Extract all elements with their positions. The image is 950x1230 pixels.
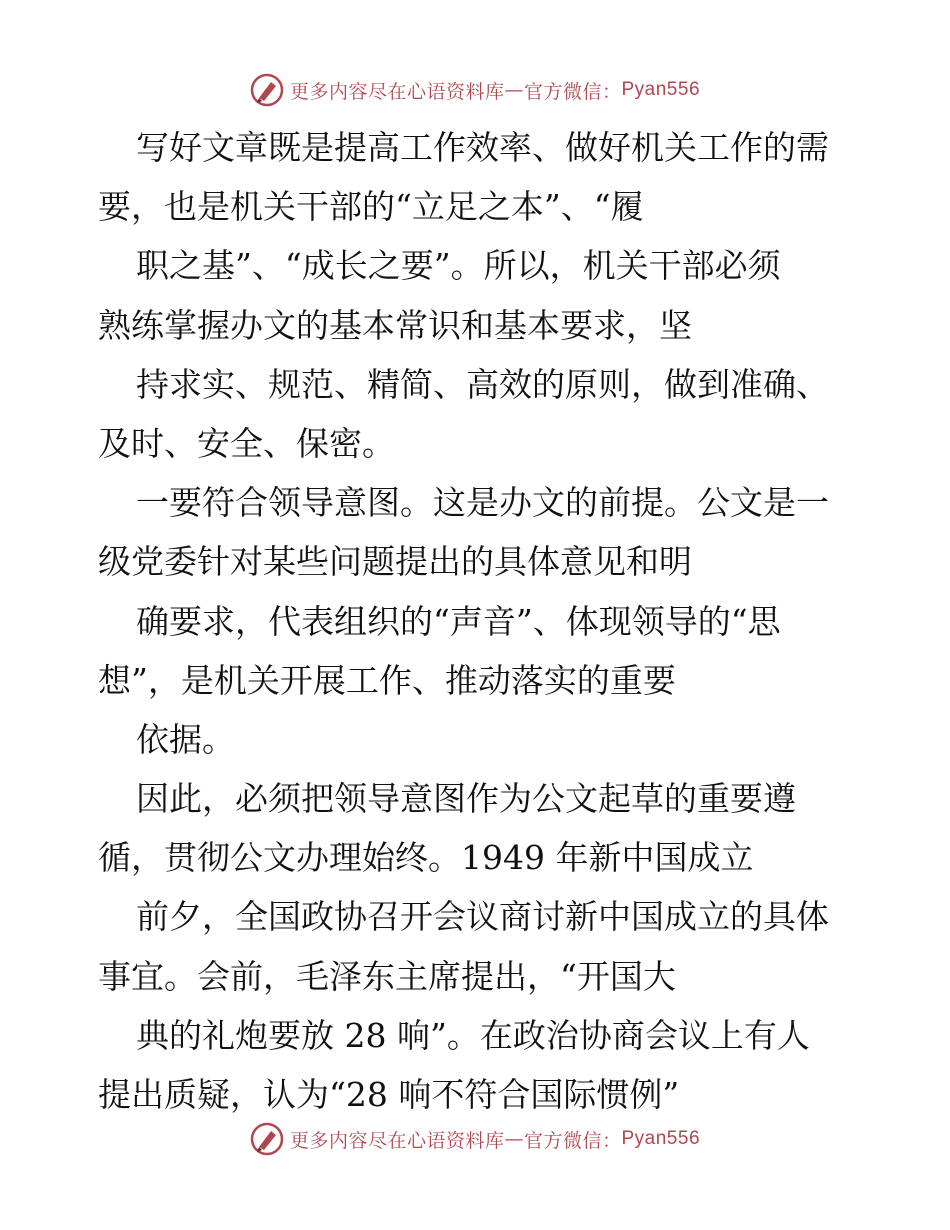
text-line: 写好文章既是提高工作效率、做好机关工作的需 [136,128,829,167]
text-line: 一要符合领导意图。这是办文的前提。公文是一 [136,483,829,523]
text-line: 熟练掌握办文的基本常识和基本要求，坚 [98,305,692,345]
watermark-label: 官方微信： [523,1129,622,1152]
text-line: 要，也是机关干部的“立足之本”、“履 [98,187,644,227]
watermark-chinese: 更多内容尽在心语资料库 [289,1129,505,1152]
watermark-separator: — [504,1128,524,1150]
pen-logo-icon [250,73,284,107]
watermark-account: Pyan556 [621,79,701,100]
pen-logo-icon [250,1122,284,1156]
watermark-separator: — [504,79,524,101]
text-line: 确要求，代表组织的“声音”、体现领导的“思 [136,601,781,641]
text-line: 级党委针对某些问题提出的具体意见和明 [98,542,692,582]
header-watermark [0,70,950,110]
text-line: 及时、安全、保密。 [98,423,395,463]
text-line: 想”，是机关开展工作、推动落实的重要 [98,660,676,700]
text-line: 依据。 [136,719,235,759]
watermark-label: 官方微信： [523,80,622,103]
watermark-account: Pyan556 [621,1128,701,1149]
text-line: 前夕，全国政协召开会议商讨新中国成立的具体 [136,897,829,937]
text-line: 持求实、规范、精简、高效的原则，做到准确、 [136,364,829,404]
text-line: 循，贯彻公文办理始终。1949 年新中国成立 [98,838,754,878]
text-line: 提出质疑，认为“28 响不符合国际惯例” [98,1075,680,1114]
watermark-chinese: 更多内容尽在心语资料库 [289,80,505,103]
body-text [98,118,858,1124]
footer-watermark [0,1119,950,1159]
text-line: 因此，必须把领导意图作为公文起草的重要遵 [136,779,796,819]
text-line: 典的礼炮要放 28 响”。在政治协商会议上有人 [136,1015,810,1055]
text-line: 事宜。会前，毛泽东主席提出，“开国大 [98,956,676,996]
text-line: 职之基”、“成长之要”。所以，机关干部必须 [136,246,781,286]
